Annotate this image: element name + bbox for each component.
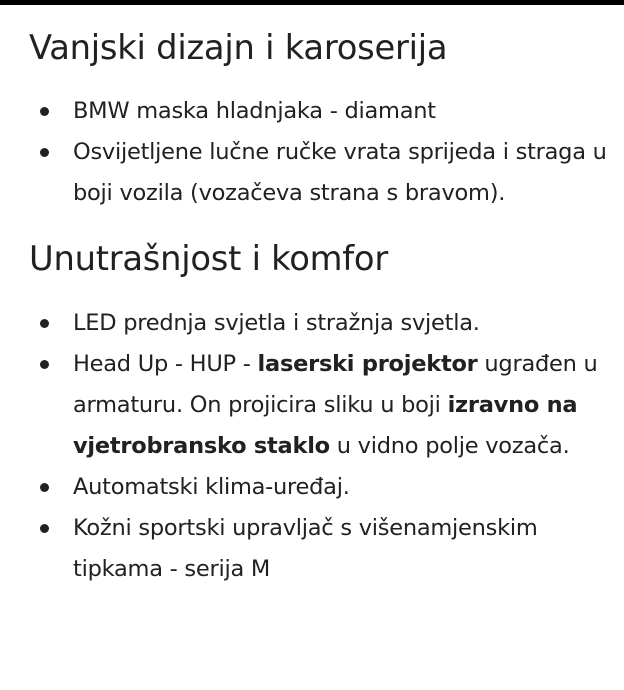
top-edge-bar [0, 0, 624, 5]
list-item [29, 91, 609, 132]
bullet-icon [40, 483, 49, 492]
list-item [29, 303, 609, 344]
bullet-icon [40, 319, 49, 328]
bold-text: izravno na vjetrobransko staklo [73, 392, 578, 459]
list-item-text: LED prednja svjetla i stražnja svjetla. [73, 310, 480, 336]
list-item-text: Automatski klima-uređaj. [73, 474, 350, 500]
list-item [29, 467, 609, 508]
section-exterior [29, 28, 609, 214]
list-item [29, 508, 609, 590]
list-item [29, 344, 609, 467]
bullet-icon [40, 107, 49, 116]
section-interior [29, 239, 609, 590]
list-item-text: BMW maska hladnjaka - diamant [73, 98, 436, 124]
list-item [29, 132, 609, 214]
list-item-text: Kožni sportski upravljač s višenamjenskim tipkama - serija M [73, 515, 538, 582]
feature-list [29, 91, 609, 214]
text-segment: ugrađen u armaturu. On projicira sliku u boji [73, 351, 598, 418]
section-heading: Unutrašnjost i komfor [29, 239, 388, 278]
bullet-icon [40, 360, 49, 369]
bullet-icon [40, 148, 49, 157]
bullet-icon [40, 524, 49, 533]
list-item-text [73, 351, 598, 459]
document-content [29, 28, 609, 590]
bold-text: laserski projektor [257, 351, 478, 377]
section-heading: Vanjski dizajn i karoserija [29, 28, 448, 67]
text-segment: u vidno polje vozača. [329, 433, 570, 459]
feature-list [29, 303, 609, 590]
list-item-text: Osvijetljene lučne ručke vrata sprijeda i straga u boji vozila (vozačeva strana s bravom). [73, 139, 607, 206]
text-segment: Head Up - HUP - [73, 351, 258, 377]
